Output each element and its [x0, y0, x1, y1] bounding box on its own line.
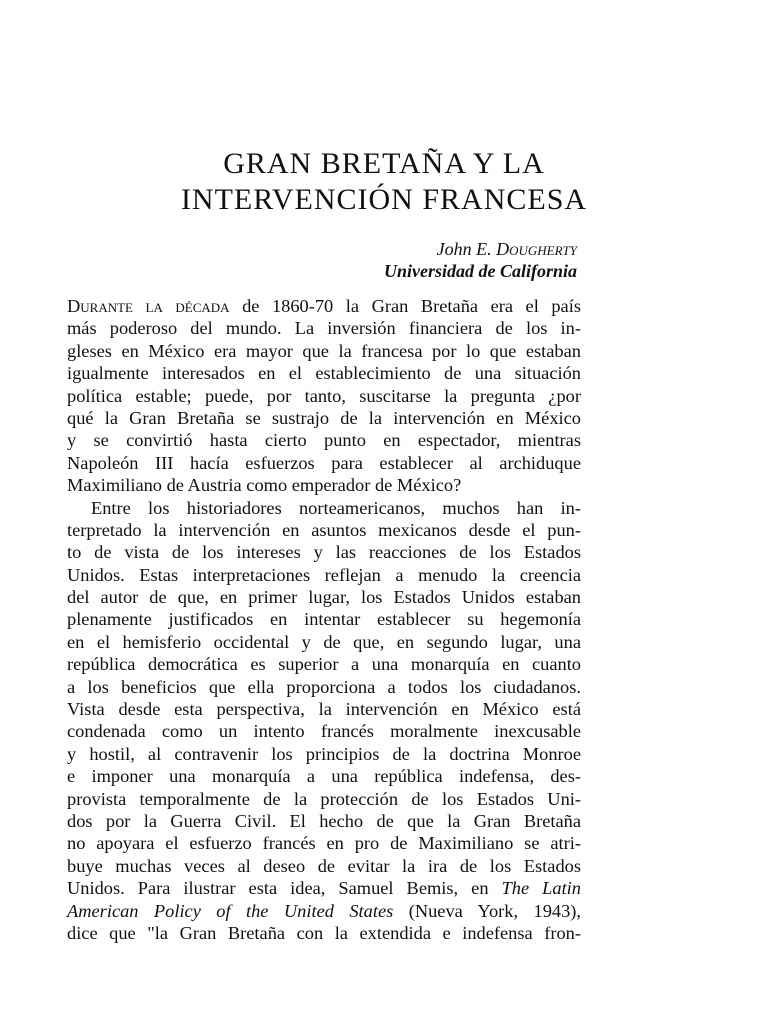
paragraph-2	[67, 497, 581, 945]
text-line: república democrática es superior a una monarquía en cuanto	[67, 654, 581, 675]
book-title-italic: American Policy of the United States	[67, 900, 394, 921]
text-line: política estable; puede, por tanto, suscitarse la pregunta ¿por	[67, 385, 581, 406]
text-line: condenada como un intento francés moralmente inexcusable	[67, 721, 581, 742]
text-line: igualmente interesados en el establecimiento de una situación	[67, 363, 581, 384]
text-line: e imponer una monarquía a una república indefensa, des-	[67, 766, 581, 787]
text-line: Unidos. Estas interpretaciones reflejan a menudo la creencia	[67, 564, 581, 585]
text-line: y se convirtió hasta cierto punto en espectador, mientras	[67, 430, 581, 451]
paragraph-1	[67, 295, 581, 497]
text-line: y hostil, al contravenir los principios de la doctrina Monroe	[67, 743, 581, 764]
text-line: to de vista de los intereses y las reacciones de los Estados	[67, 542, 581, 563]
text-line: en el hemisferio occidental y de que, en segundo lugar, una	[67, 631, 581, 652]
text-line: buye muchas veces al deseo de evitar la ira de los Estados	[67, 855, 581, 876]
title-line-1: GRAN BRETAÑA Y LA	[223, 147, 545, 180]
text-segment: de 1860-70 la Gran Bretaña era el país	[229, 296, 581, 316]
text-line: del autor de que, en primer lugar, los Estados Unidos estaban	[67, 587, 581, 608]
text-line: qué la Gran Bretaña se sustrajo de la intervención en México	[67, 407, 581, 428]
text-line	[67, 877, 581, 899]
text-line	[67, 295, 581, 317]
article-title	[0, 146, 768, 218]
text-line	[67, 900, 581, 922]
text-segment: (Nueva York, 1943),	[393, 900, 581, 921]
lead-in-small-caps: Durante la década	[67, 296, 230, 316]
text-line: más poderoso del mundo. La inversión financiera de los in-	[67, 318, 581, 339]
text-line: Maximiliano de Austria como emperador de México?	[67, 475, 462, 496]
text-line: Entre los historiadores norteamericanos, muchos han in-	[91, 497, 581, 518]
text-line: a los beneficios que ella proporciona a todos los ciudadanos.	[67, 676, 581, 697]
text-line: no apoyara el esfuerzo francés en pro de Maximiliano se atri-	[67, 833, 581, 854]
author-institution: Universidad de California	[383, 261, 577, 281]
byline	[384, 238, 577, 282]
text-line: provista temporalmente de la protección de los Estados Uni-	[67, 788, 581, 809]
author-first-name: John E.	[436, 239, 497, 259]
text-line: terpretado la intervención en asuntos mexicanos desde el pun-	[67, 519, 581, 540]
author-last-name: Dougherty	[496, 239, 577, 259]
book-title-italic: The Latin	[501, 878, 581, 899]
article-body	[67, 295, 581, 944]
text-line: gleses en México era mayor que la francesa por lo que estaban	[67, 340, 581, 361]
text-segment: Unidos. Para ilustrar esta idea, Samuel Bemis, en	[67, 878, 502, 899]
text-line: dice que "la Gran Bretaña con la extendida e indefensa fron-	[67, 922, 581, 943]
text-line: Napoleón III hacía esfuerzos para establecer al archiduque	[67, 452, 581, 473]
text-line: plenamente justificados en intentar establecer su hegemonía	[67, 609, 581, 630]
text-line: Vista desde esta perspectiva, la intervención en México está	[67, 699, 581, 720]
title-line-2: INTERVENCIÓN FRANCESA	[180, 183, 588, 216]
text-line: dos por la Guerra Civil. El hecho de que la Gran Bretaña	[67, 810, 581, 831]
author-name	[384, 238, 577, 260]
